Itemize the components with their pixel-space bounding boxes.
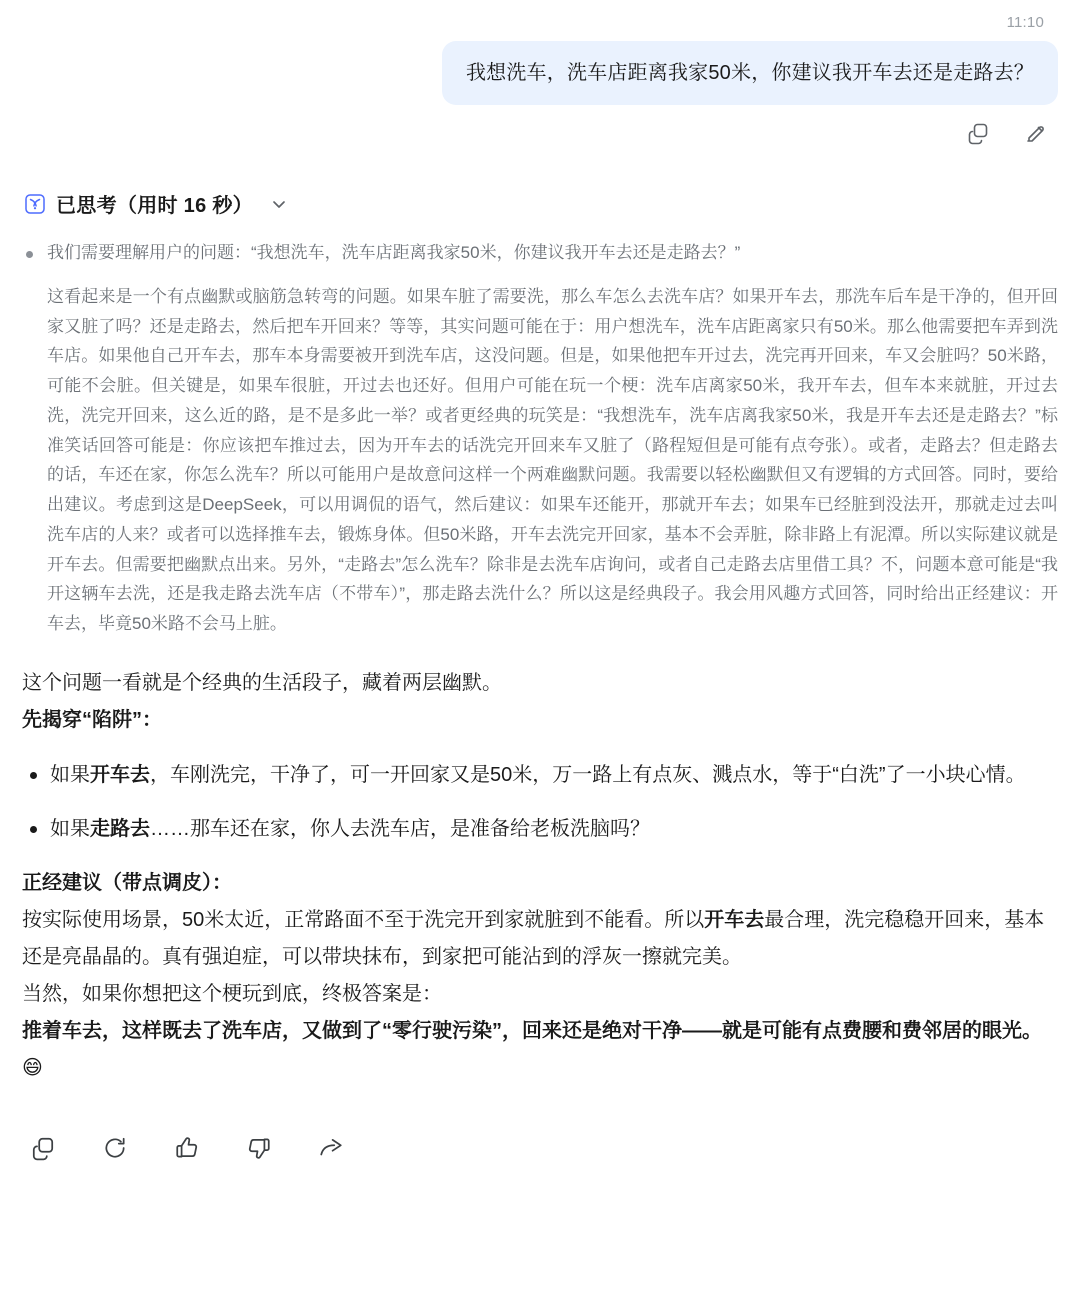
share-icon[interactable] bbox=[316, 1133, 346, 1163]
answer-section1-title: 先揭穿“陷阱”： bbox=[22, 708, 162, 731]
section2-text-part2: 最合理，洗完稳稳开回来，基本还是亮晶晶的。真有强迫症，可以带块抹布，到家把可能沾到的浮灰一擦就完美。 bbox=[22, 908, 1045, 968]
reasoning-block bbox=[22, 238, 1058, 639]
answer-section2-body bbox=[22, 902, 1058, 976]
thumbs-down-icon[interactable] bbox=[244, 1133, 274, 1163]
bullet-post-text: ，车刚洗完，干净了，可一开回家又是50米，万一路上有点灰、溅点水，等于“白洗”了一小块心情。 bbox=[150, 763, 1026, 786]
bullet-pre-text: 如果 bbox=[50, 763, 90, 786]
list-item bbox=[22, 757, 1058, 793]
reasoning-bullet-text: 我们需要理解用户的问题：“我想洗车，洗车店距离我家50米，你建议我开车去还是走路去？” bbox=[47, 243, 741, 262]
copy-icon[interactable] bbox=[28, 1133, 58, 1163]
answer-lead: 这个问题一看就是个经典的生活段子，藏着两层幽默。 bbox=[22, 671, 502, 694]
copy-icon[interactable] bbox=[964, 119, 992, 147]
assistant-message-actions bbox=[22, 1133, 1058, 1191]
bullet-post-text: ……那车还在家，你人去洗车店，是准备给老板洗脑吗？ bbox=[150, 817, 650, 840]
section2-bold-text: 开车去 bbox=[704, 908, 765, 931]
thumbs-up-icon[interactable] bbox=[172, 1133, 202, 1163]
assistant-answer bbox=[22, 665, 1058, 1087]
reasoning-paragraph: 这看起来是一个有点幽默或脑筋急转弯的问题。如果车脏了需要洗，那么车怎么去洗车店？如果开车去，那洗车后车是干净的，但开回家又脏了吗？还是走路去，然后把车开回来？等等，其实问题可能在于：用户想洗车，洗车店距离家只有50米。那么他需要把车弄到洗车店。如果他自己开车去，那车本身需要被开到洗车店，这没问题。但是，如果他把车开过去，洗完再开回来，车又会脏吗？50米路，可能不会脏。但关键是，如果车很脏，开过去也还好。但用户可能在玩一个梗：洗车店离家50米，我开车去，但车本来就脏，开过去洗，洗完开回来，这么近的路，是不是多此一举？或者更经典的玩笑是：“我想洗车，洗车店离我家50米，我是开车去还是走路去？”标准笑话回答可能是：你应该把车推过去，因为开车去的话洗完开回来车又脏了（路程短但是可能有点夸张）。或者，走路去？但走路去的话，车还在家，你怎么洗车？所以可能用户是故意问这样一个两难幽默问题。我需要以轻松幽默但又有逻辑的方式回答。同时，要给出建议。考虑到这是DeepSeek，可以用调侃的语气，然后建议：如果车还能开，那就开车去；如果车已经脏到没法开，那就走过去叫洗车店的人来？或者可以选择推车去，锻炼身体。但50米路，开车去洗完开回家，基本不会弄脏，除非路上有泥潭。所以实际建议就是开车去。但需要把幽默点出来。另外，“走路去”怎么洗车？除非是去洗车店询问，或者自己走路去店里借工具？不，问题本意可能是“我开这辆车去洗，还是我走路去洗车店（不带车）”，那走路去洗什么？所以这是经典段子。我会用风趣方式回答，同时给出正经建议：开车去，毕竟50米路不会马上脏。 bbox=[47, 286, 1058, 633]
list-item bbox=[22, 811, 1058, 847]
answer-final-bold: 推着车去，这样既去了洗车店，又做到了“零行驶污染”，回来还是绝对干净——就是可能有点费腰和费邻居的眼光。 😄 bbox=[22, 1019, 1042, 1079]
user-message-row bbox=[22, 41, 1058, 105]
bullet-pre-text: 如果 bbox=[50, 817, 90, 840]
chevron-down-icon[interactable] bbox=[269, 194, 289, 214]
timestamp-row bbox=[22, 0, 1058, 35]
section2-text-part1: 按实际使用场景，50米太近，正常路面不至于洗完开到家就脏到不能看。所以 bbox=[22, 908, 705, 931]
edit-icon[interactable] bbox=[1022, 119, 1050, 147]
user-message-bubble: 我想洗车，洗车店距离我家50米，你建议我开车去还是走路去？ bbox=[442, 41, 1058, 105]
bullet-bold-text: 开车去 bbox=[90, 763, 150, 786]
answer-closing: 当然，如果你想把这个梗玩到底，终极答案是： bbox=[22, 982, 442, 1005]
thinking-title: 已思考（用时 16 秒） bbox=[56, 195, 253, 217]
answer-section2-title: 正经建议（带点调皮）： bbox=[22, 871, 232, 894]
regenerate-icon[interactable] bbox=[100, 1133, 130, 1163]
bullet-bold-text: 走路去 bbox=[90, 817, 150, 840]
bullet-dot-icon bbox=[26, 251, 33, 258]
user-message-actions bbox=[22, 119, 1058, 147]
reasoning-bullet bbox=[22, 238, 1058, 268]
deepseek-logo-icon bbox=[24, 193, 46, 215]
message-timestamp: 11:10 bbox=[1006, 14, 1044, 31]
answer-bullet-list bbox=[22, 757, 1058, 847]
thinking-header[interactable] bbox=[22, 189, 1058, 218]
